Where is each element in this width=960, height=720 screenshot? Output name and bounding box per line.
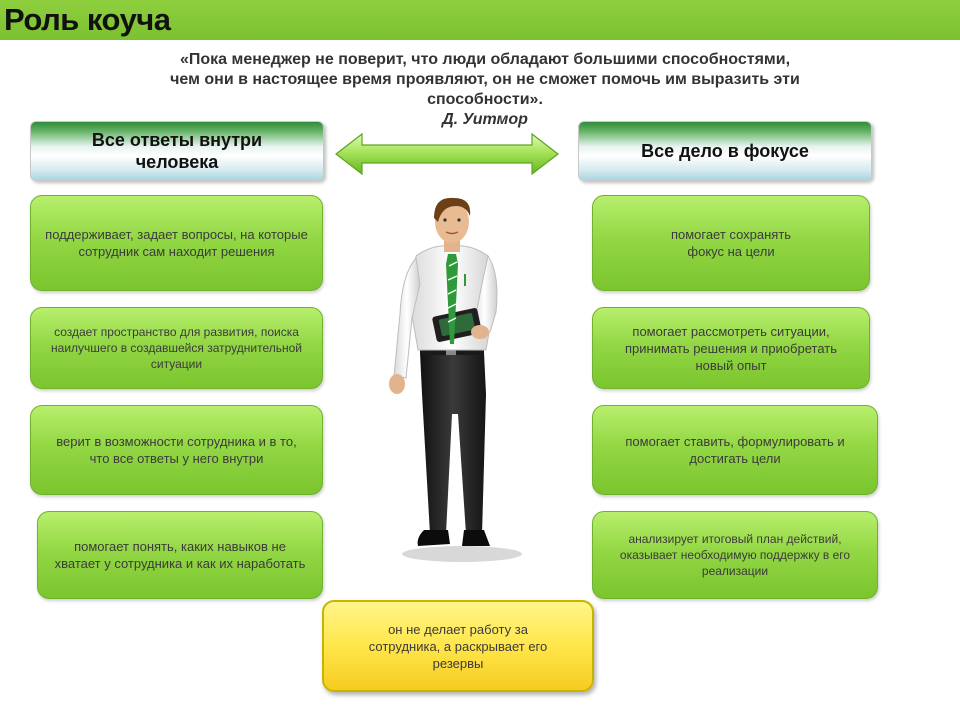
quote-author: Д. Уитмор [442,111,528,128]
left-card-2 [30,307,323,389]
left-header [30,121,324,181]
left-card-3-text: верит в возможности сотрудника и в то, что все ответы у него внутри [56,434,297,466]
left-card-1-text: поддерживает, задает вопросы, на которые сотрудник сам находит решения [45,227,308,259]
left-card-1 [30,195,323,291]
page-title: Роль коуча [4,2,171,37]
bottom-card-text: он не делает работу за сотрудника, а раскрывает его резервы [368,621,548,671]
left-card-4 [37,511,323,599]
coach-figure-illustration [372,194,532,566]
right-card-2-text: помогает рассмотреть ситуации, принимать решения и приобретать новый опыт [625,323,837,373]
left-card-4-text: помогает понять, каких навыков не хватает у сотрудника и как их наработать [54,539,306,571]
right-card-4-text: анализирует итоговый план действий, оказывает необходимую поддержку в его реализации [619,532,851,578]
right-card-3-text: помогает ставить, формулировать и достигать цели [625,434,845,466]
right-header [578,121,872,181]
right-header-label: Все дело в фокусе [641,141,809,161]
bottom-card [322,600,594,692]
left-card-3 [30,405,323,495]
left-card-2-text: создает пространство для развития, поиска наилучшего в создавшейся затруднительной ситуации [51,325,302,371]
right-card-3 [592,405,878,495]
quote-text: «Пока менеджер не поверит, что люди обладают большими способностями, чем они в настоящее время проявляют, он не сможет помочь им выразить эти способности». [170,51,800,108]
left-header-label: Все ответы внутри человека [91,130,263,172]
right-card-1-text: помогает сохранять фокус на цели [670,227,792,259]
quote-block [170,50,800,130]
right-card-2 [592,307,870,389]
right-card-1 [592,195,870,291]
right-card-4 [592,511,878,599]
double-arrow-icon [334,132,560,176]
